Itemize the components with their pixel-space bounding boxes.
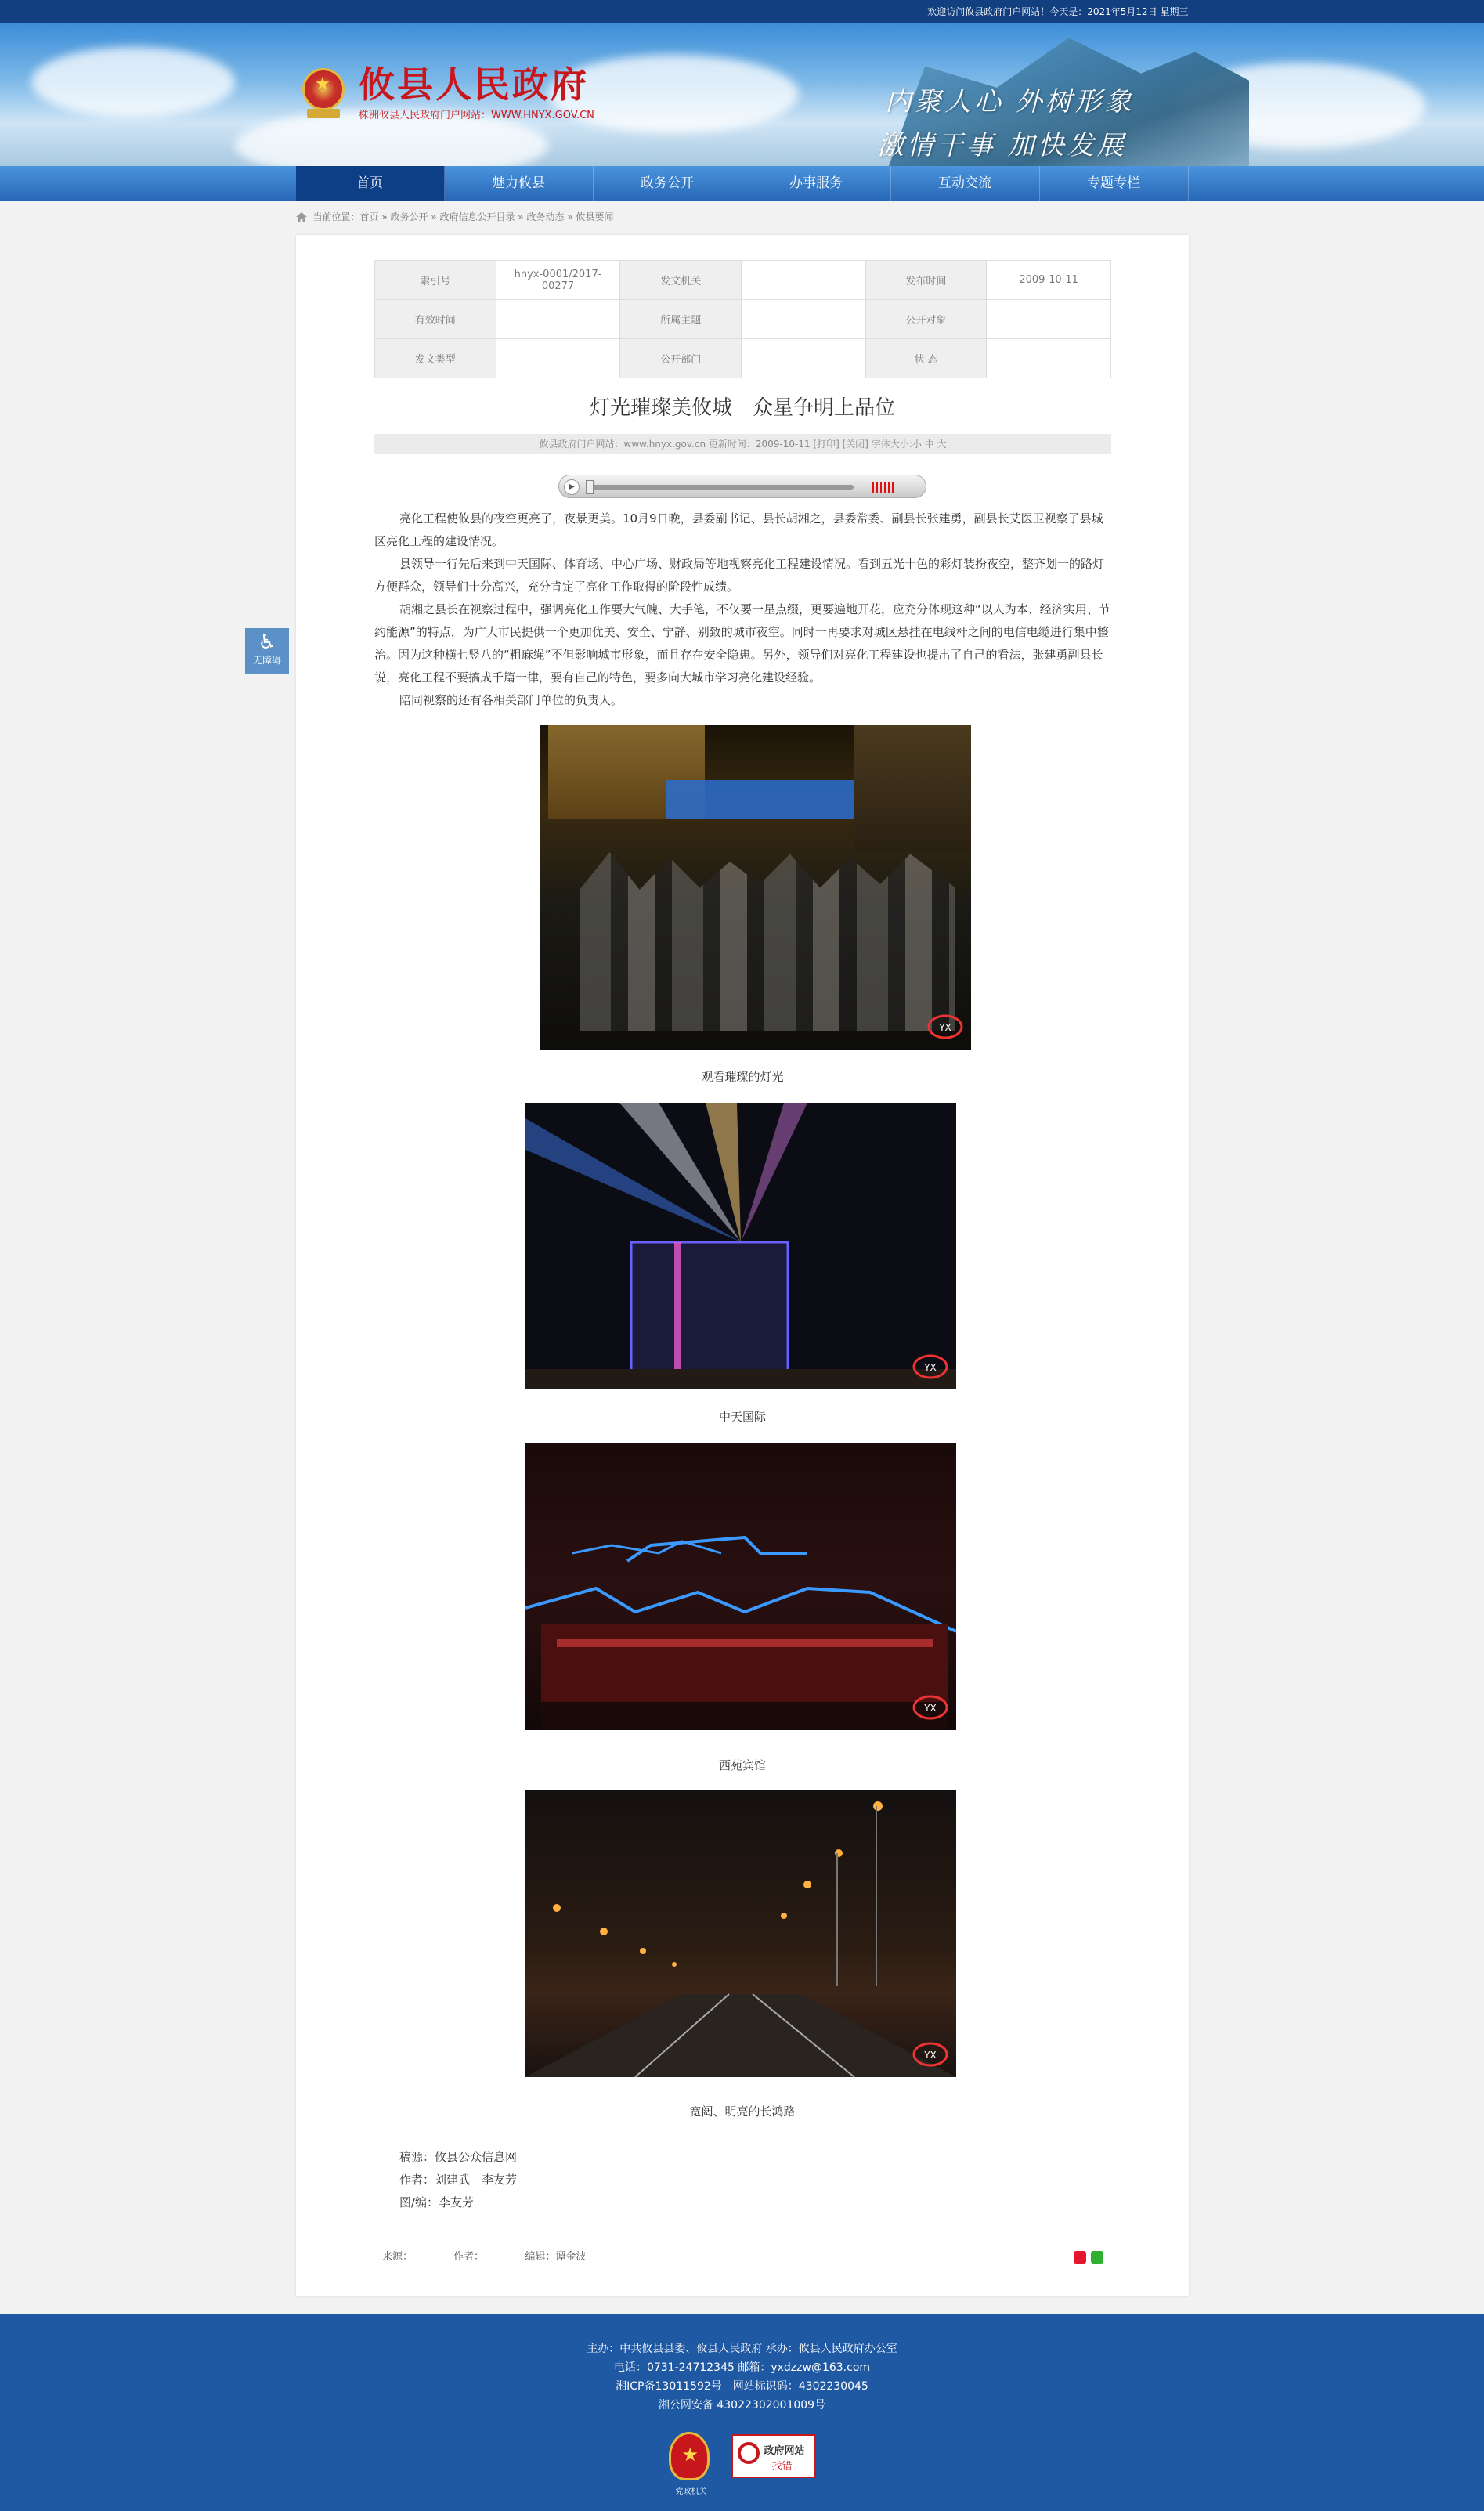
- home-icon: [296, 212, 307, 222]
- watermark-logo-icon: [912, 1353, 948, 1380]
- source-line: [382, 2248, 623, 2263]
- breadcrumb-path[interactable]: 首页 » 政务公开 » 政府信息公开目录 » 政务动态 » 攸县要闻: [359, 211, 614, 222]
- badge-party-text: 党政机关: [675, 2488, 707, 2496]
- meta-status-value: [987, 339, 1111, 378]
- nav-home[interactable]: 首页: [296, 166, 445, 201]
- slogan: [877, 80, 1159, 166]
- site-title: 攸县人民政府: [359, 63, 589, 106]
- paragraph-4: 陪同视察的还有各相关部门单位的负责人。: [399, 693, 623, 707]
- magnifier-icon: [738, 2442, 760, 2464]
- breadcrumb-label: 当前位置：: [312, 211, 360, 222]
- meta-audience-label: 公开对象: [865, 300, 987, 339]
- play-icon[interactable]: ▶: [564, 479, 580, 495]
- slogan-line-2: 激情干事 加快发展: [877, 130, 1127, 161]
- article-body: [374, 508, 1111, 712]
- meta-type-label: 发文类型: [375, 339, 496, 378]
- photo-changhong-road: [525, 1790, 956, 2077]
- accessibility-label: 无障碍: [252, 655, 281, 666]
- meta-issuer-value: [742, 261, 866, 300]
- site-footer: [0, 2314, 1484, 2511]
- footer-police-record[interactable]: 湘公网安备 43022302001009号: [658, 2399, 826, 2412]
- watermark-logo-icon: [912, 2041, 948, 2068]
- meta-dept-value: [742, 339, 866, 378]
- report-error-badge[interactable]: [731, 2434, 816, 2478]
- credit-source: 稿源：攸县公众信息网: [399, 2150, 518, 2164]
- nav-interaction[interactable]: 互动交流: [891, 166, 1040, 201]
- watermark-logo-icon: [912, 1694, 948, 1721]
- svg-text:YX: YX: [924, 1703, 937, 1714]
- party-government-badge[interactable]: [669, 2432, 710, 2496]
- meta-type-value: [496, 339, 620, 378]
- meta-index-value: hnyx-0001/2017-00277: [496, 261, 620, 300]
- top-bar: [0, 0, 1484, 23]
- meta-issuer-label: 发文机关: [620, 261, 742, 300]
- caption-3: 西苑宾馆: [718, 1758, 766, 1772]
- share-wechat-icon[interactable]: [1091, 2251, 1103, 2264]
- audio-progress-track[interactable]: [587, 485, 854, 490]
- site-subtitle: 株洲攸县人民政府门户网站：WWW.HNYX.GOV.CN: [359, 110, 594, 121]
- hotel-outline-graphic: [525, 1443, 956, 1730]
- credit-author: 作者：刘建武 李友芳: [399, 2173, 518, 2187]
- photo-xiyuan-hotel: [525, 1443, 956, 1730]
- footer-sponsor: 主办：中共攸县县委、攸县人民政府 承办：攸县人民政府办公室: [587, 2343, 897, 2355]
- light-beams-graphic: [525, 1103, 956, 1389]
- article-credits: [399, 2146, 517, 2214]
- share-weibo-icon[interactable]: [1074, 2251, 1086, 2264]
- editor-text: 编辑：谭金波: [525, 2251, 587, 2263]
- meta-index-label: 索引号: [375, 261, 496, 300]
- wheelchair-icon: ♿: [258, 630, 276, 654]
- star-icon: ★: [681, 2444, 699, 2466]
- author-label: 作者：: [453, 2251, 485, 2263]
- meta-topic-label: 所属主题: [620, 300, 742, 339]
- caption-4: 宽阔、明亮的长鸿路: [689, 2105, 796, 2119]
- audio-player[interactable]: [558, 475, 926, 498]
- header-banner: [0, 23, 1484, 166]
- welcome-date-text: 欢迎访问攸县政府门户网站！今天是：2021年5月12日 星期三: [927, 6, 1189, 17]
- paragraph-2: 县领导一行先后来到中天国际、体育场、中心广场、财政局等地视察亮化工程建设情况。看到五光十色的彩灯装扮夜空，整齐划一的路灯方便群众，领导们十分高兴，充分肯定了亮化工作取得的阶段性成绩。: [374, 557, 1105, 594]
- badge-err-line1: 政府网站: [764, 2445, 805, 2457]
- source-label: 来源：: [382, 2251, 413, 2263]
- nav-charm-youxian[interactable]: 魅力攸县: [445, 166, 594, 201]
- street-lights-graphic: [525, 1790, 956, 2077]
- badge-err-line2: 找错: [771, 2461, 793, 2473]
- svg-text:YX: YX: [939, 1022, 951, 1033]
- article-panel: [296, 235, 1189, 2296]
- footer-contact: 电话：0731-24712345 邮箱：yxdzzw@163.com: [613, 2361, 871, 2374]
- meta-date-label: 发布时间: [865, 261, 987, 300]
- credit-editor: 图/编：李友芳: [399, 2195, 475, 2209]
- article-info-bar[interactable]: 攸县政府门户网站：www.hnyx.gov.cn 更新时间：2009-10-11 [打印] [关闭] 字体大小:小 中 大: [374, 434, 1111, 454]
- volume-bars-icon[interactable]: [872, 482, 894, 493]
- audio-progress-handle[interactable]: [586, 480, 594, 494]
- national-emblem-icon: ★: [299, 65, 348, 121]
- caption-2: 中天国际: [718, 1410, 766, 1424]
- breadcrumb: [296, 201, 1189, 233]
- caption-1: 观看璀璨的灯光: [701, 1070, 784, 1084]
- meta-date-value: 2009-10-11: [987, 261, 1111, 300]
- nav-special-topics[interactable]: 专题专栏: [1040, 166, 1189, 201]
- svg-text:YX: YX: [924, 2050, 937, 2061]
- accessibility-button[interactable]: [245, 628, 289, 674]
- meta-topic-value: [742, 300, 866, 339]
- paragraph-1: 亮化工程使攸县的夜空更亮了，夜景更美。10月9日晚，县委副书记、县长胡湘之，县委常委、副县长张建勇，副县长艾医卫视察了县城区亮化工程的建设情况。: [374, 511, 1103, 548]
- nav-services[interactable]: 办事服务: [742, 166, 891, 201]
- paragraph-3: 胡湘之县长在视察过程中，强调亮化工作要大气魄、大手笔，不仅要一星点缀，更要遍地开花，应充分体现这种“以人为本、经济实用、节约能源”的特点，为广大市民提供一个更加优美、安全、宁静、别致的城市夜空。同时一再要求对城区悬挂在电线杆之间的电信电缆进行集中整治。因为这种横七竖八的“粗麻绳”不但影响城市形象，而且存在安全隐患。另外，领导们对亮化工程建设也提出了自己的看法，张建勇副县长说，亮化工程不要搞成千篇一律，要有自己的特色，要多向大城市学习亮化建设经验。: [374, 602, 1110, 685]
- main-nav: [0, 166, 1484, 201]
- footer-icp[interactable]: 湘ICP备13011592号 网站标识码：4302230045: [616, 2380, 868, 2393]
- slogan-line-1: 内聚人心 外树形象: [885, 86, 1135, 117]
- meta-dept-label: 公开部门: [620, 339, 742, 378]
- nav-government-affairs[interactable]: 政务公开: [594, 166, 742, 201]
- site-logo[interactable]: [299, 64, 594, 121]
- metadata-table: [374, 260, 1111, 378]
- share-buttons: [1074, 2251, 1103, 2264]
- article-title: 灯光璀璨美攸城 众星争明上品位: [589, 396, 895, 420]
- meta-valid-label: 有效时间: [375, 300, 496, 339]
- meta-valid-value: [496, 300, 620, 339]
- photo-officials-viewing-lights: [540, 725, 971, 1050]
- photo-zhongtian-international: [525, 1103, 956, 1389]
- meta-audience-value: [987, 300, 1111, 339]
- meta-status-label: 状 态: [865, 339, 987, 378]
- svg-text:YX: YX: [924, 1362, 937, 1373]
- watermark-logo-icon: [927, 1013, 963, 1040]
